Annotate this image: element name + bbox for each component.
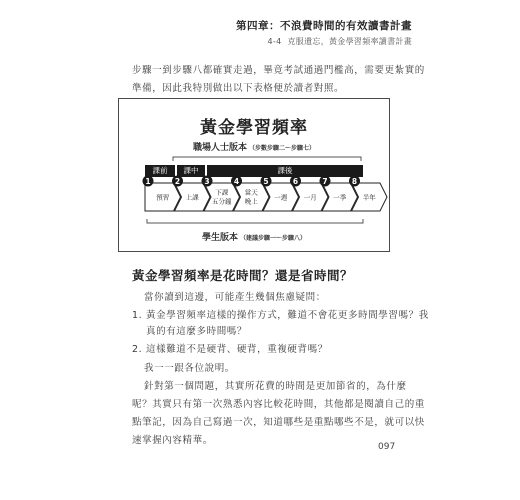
step-label: 一月 xyxy=(303,193,317,202)
step-number: 1 xyxy=(145,177,151,186)
step-label: 五分鐘 xyxy=(212,197,232,206)
body-para-3-line-2: 呢？其實只有第一次熟悉內容比較花時間，其他都是閱讀自己的重 xyxy=(132,399,425,410)
section-heading: 黃金學習頻率是花時間？還是省時間？ xyxy=(132,268,354,283)
body-para-3-line-3: 點筆記，因為自己寫過一次，知道哪些是重點哪些不是，就可以快 xyxy=(132,417,425,428)
question-1-line-1: 黃金學習頻率這樣的操作方式，難道不會花更多時間學習嗎？我 xyxy=(146,310,429,321)
section-title xyxy=(236,36,412,47)
body-para-2: 我一一跟各位說明。 xyxy=(144,363,235,374)
question-2-number: 2. xyxy=(132,344,143,355)
step-label: 上課 xyxy=(185,193,199,202)
section-number: 4-4 xyxy=(267,37,282,46)
step-number: 6 xyxy=(292,177,299,186)
figure-subtitle-bottom xyxy=(119,230,389,243)
body-para-1: 當你讀到這邊，可能產生幾個焦慮疑問： xyxy=(144,292,326,303)
tag-in-class: 課中 xyxy=(177,165,205,177)
step-label: 當天 xyxy=(244,188,258,197)
intro-line-2: 準備，因此我特別做出以下表格便於讀者對照。 xyxy=(132,83,345,94)
subtitle-top-text: 職場人士版本 xyxy=(192,143,247,153)
step-number: 2 xyxy=(174,177,181,186)
top-bracket xyxy=(173,157,361,161)
step-arrows xyxy=(143,176,388,212)
tag-before-class: 課前 xyxy=(145,165,175,177)
step-label: 一季 xyxy=(333,193,347,202)
step-label: 半年 xyxy=(362,193,376,202)
chapter-title: 第四章：不浪費時間的有效讀書計畫 xyxy=(236,20,412,32)
subtitle-bottom-text: 學生版本 xyxy=(201,233,238,243)
step-number: 4 xyxy=(233,177,240,186)
step-label: 一週 xyxy=(274,193,288,202)
question-1-line-2: 真的有這麼多時間嗎？ xyxy=(146,326,248,337)
page-number: 097 xyxy=(378,442,396,452)
step-label: 晚上 xyxy=(244,197,258,206)
step-number: 3 xyxy=(204,177,210,186)
subtitle-top-note: （步數步驟二～步驟七） xyxy=(249,145,316,152)
body-para-3-line-1: 針對第一個問題，其實所花費的時間是更加節省的，為什麼 xyxy=(144,381,407,392)
step-number: 7 xyxy=(322,177,328,186)
step-number: 5 xyxy=(263,177,269,186)
step-number: 8 xyxy=(351,177,358,186)
subtitle-bottom-note: （建議步驟一～步驟八） xyxy=(240,235,307,242)
question-1-number: 1. xyxy=(132,310,143,321)
step-label: 下課 xyxy=(215,188,229,197)
bottom-bracket xyxy=(147,219,363,223)
figure-title: 黃金學習頻率 xyxy=(200,118,308,138)
question-2-line: 這樣難道不是硬背、硬背，重複硬背嗎？ xyxy=(146,344,328,355)
intro-line-1: 步驟一到步驟八都確實走過，畢竟考試通過門檻高，需要更紮實的 xyxy=(132,65,425,76)
running-header xyxy=(236,18,412,47)
tag-after-class: 課後 xyxy=(207,165,363,177)
step-label: 預習 xyxy=(156,193,170,202)
golden-learning-frequency-figure xyxy=(118,98,390,252)
section-title-text: 克服遺忘，黃金學習頻率讀書計畫 xyxy=(287,37,412,46)
body-para-3-line-4: 速掌握內容精華。 xyxy=(132,435,213,446)
